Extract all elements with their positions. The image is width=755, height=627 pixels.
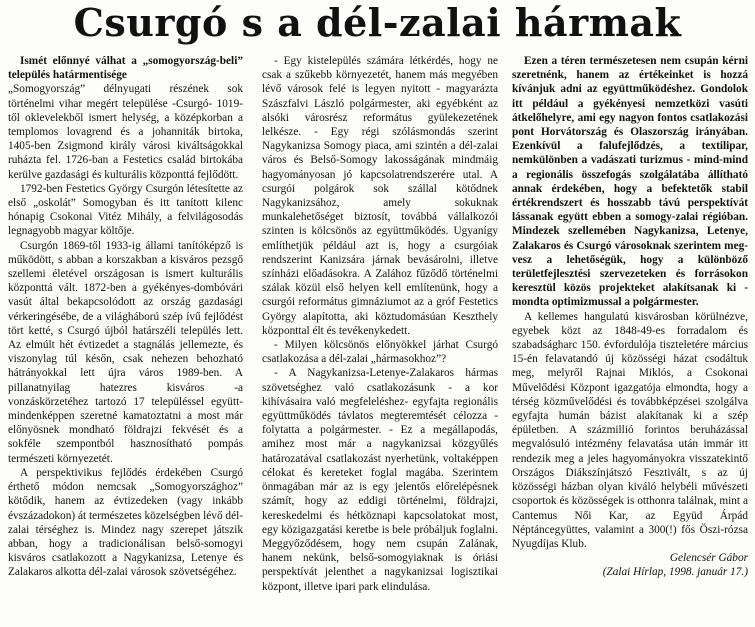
paragraph: 1792-ben Festetics György Csurgón létesítette az első „oskolát” Somogyban és itt tanított kilenc hónapig Csokonai Vitéz Mihály, a felvilágosodás legnagyobb magyar költője. bbox=[8, 182, 243, 238]
paragraph: - A Nagykanizsa-Letenye-Zalakaros hármas szövetséghez való csatlakozásunk - a kor kihívásaira való megfeleléshez- egyfajta regionális együttműködés távlatos megteremtését célozza - folytatta a polgármester. - Ez a megállapodás, amihez most már a nagykanizsai közgyűlés határozatával csatlakozást nyerhetünk, voltaképpen célokat és kereteket foglal magába. Szerintem önmagában már az is egy jelentős előrelépésnek számít, hogy az eddigi történelmi, földrajzi, kereskedelmi és hétköznapi kapcsolatokat most, egy közigazgatási keretbe is bele próbáljuk foglalni. Meggyőződésem, hogy nem csupán Zalának, hanem nekünk, belső-somogyiaknak is óriási perspektívát jelenthet a nagykanizsai logisztikai központ, illetve ipari park elindulása. bbox=[262, 367, 498, 593]
author-signature: Gelencsér Gábor bbox=[669, 552, 748, 565]
article-column-2 bbox=[262, 54, 498, 624]
paragraph: Csurgón 1869-től 1933-ig állami tanítóképző is működött, s abban a korszakban a kisváros pezsgő szellemi életével országosan is ismert kulturális központtá vált. 1872-ben a gyékényes-dombóvári vasút által bekapcsolódott az ország gazdasági vérkeringésébe, de a világháború szép ívű fejlődést tört ketté, s Csurgó újból határszéli település lett. Az elmúlt hét évtizedet a stagnálás jellemezte, és viszonylag túl későn, csak nehezen behozható hátrányokkal lett újra város 1989-ben. A pillanatnyilag hatezres kisváros -a vonzáskörzetéhez tartozó 17 településsel együtt- mindenképpen szeretné kamatoztatni a most már előnyösnek mondható földrajzi fekvését és a sokféle szempontból hasznosítható pompás természeti környezetét. bbox=[8, 239, 243, 465]
paragraph: A perspektivikus fejlődés érdekében Csurgó érthető módon nemcsak „Somogyországhoz” kötődik, hanem az évtizedeken (vagy inkább évszázadokon) át természetes közelségben lévő dél-zalai térséghez is. Mindez nagy szerepet játszik abban, hogy a tradicionálisan belső-somogyi kisváros csatlakozott a Nagykanizsa, Letenye és Zalakaros alkotta dél-zalai városok szövetségéhez. bbox=[8, 466, 243, 579]
article-title: Csurgó s a dél-zalai hármak bbox=[73, 0, 682, 45]
paragraph: „Somogyország” délnyugati részének sok történelmi vihar megért települése -Csurgó- 1019-től oklevelekből ismert helység, a középkorban a templomos lovagrend és a johanniták birtoka, 1405-ben Zsigmond király városi kiváltságokkal ruházta fel. 1726-ban a Festetics család birtokába kerülve gazdasági és kulturális központtá fejlődött. bbox=[8, 83, 243, 181]
source-citation: (Zalai Hírlap, 1998. január 17.) bbox=[602, 566, 748, 579]
paragraph: Ismét előnnyé válhat a „somogyország-beli” település határmentisége bbox=[8, 55, 243, 82]
article-column-1 bbox=[8, 54, 243, 624]
paragraph: - Egy kistelepülés számára létkérdés, hogy ne csak a szűkebb környezetét, hanem más megyében lévő városok felé is legyen nyitott - magyarázta Szászfalvi László polgármester, aki egyébként az alsóki városrész református gyülekezetének lelkésze. - Egy régi szólásmondás szerint Nagykanizsa Somogy piaca, ami szintén a dél-zalai város és Belső-Somogy lakosságának mindmáig hagyományosan jó kapcsolatrendszerére utal. A csurgói polgárok sok szállal kötődnek Nagykanizsához, amely sokuknak munkalehetőséget biztosít, továbbá vállalkozói szinten is kölcsönös az együttműködés. Ugyanígy említhetjük például azt is, hogy a csurgóiak rendszerint Kanizsára járnak bevásárolni, illetve színházi előadásokra. A Zalához fűződő történelmi szálak közül első helyen kell említenünk, hogy a csurgói református gimnáziumot az a gróf Festetics György alapította, aki köztudomásúan Keszthely központtal élt és tevékenykedett. bbox=[262, 55, 498, 337]
paragraph: A kellemes hangulatú kisvárosban körülnézve, egyebek közt az 1848-49-es forradalom és szabadságharc 150. évfordulója tiszteletére március 15-én felavatandó új közösségi házat csodáltuk meg, melyről Rajnai Miklós, a Csokonai Művelődési Központ igazgatója elmondta, hogy a térség közművelődési és továbbképzései szolgálva egyfajta humán bázist alakítanak ki a szép épületben. A százmillió forintos beruházással megvalósuló intézmény felavatása után immár itt rendezik meg a jeles hagyományokra visszatekintő Országos Diákszínjátszó Fesztivált, s az új közösségi házban olyan kiváló helybéli művészeti csoportok és közösségek is otthonra találnak, mint a Cantemus Női Kar, az Együd Árpád Néptáncegyüttes, valamint a 300(!) fős Öszi-rózsa Nyugdíjas Klub. bbox=[512, 310, 748, 550]
paragraph: Ezen a téren természetesen nem csupán kérni szeretnénk, hanem az értékeinket is hozzá kívánjuk adni az együttműködéshez. Gondolok itt például a gyékényesi nemzetközi vasúti átkelőhelyre, ami egy nagyon fontos csatlakozási pont Horvátország és Olaszország irányában. Ezenkívül a falufejlődzés, a textilipar, nemkülönben a vadászati turizmus - mind-mind a regionális összefogás szolgálatába állítható annak érdekében, hogy a befektetők stabil értékrendszert és hosszabb távú perspektívát lássanak együtt ebben a somogy-zalai régióban. Mindezek szellemében Nagykanizsa, Letenye, Zalakaros és Csurgó városoknak szerintem meg-vesz a lehetőségük, hogy a különböző területfejlesztési szervezeteken és forrásokon keresztül közös projekteket alakítsanak ki - mondta optimizmussal a polgármester. bbox=[512, 55, 748, 309]
article-column-3 bbox=[512, 54, 748, 624]
paragraph: - Milyen kölcsönös előnyökkel járhat Csurgó csatlakozása a dél-zalai „hármasokhoz”? bbox=[262, 339, 498, 366]
